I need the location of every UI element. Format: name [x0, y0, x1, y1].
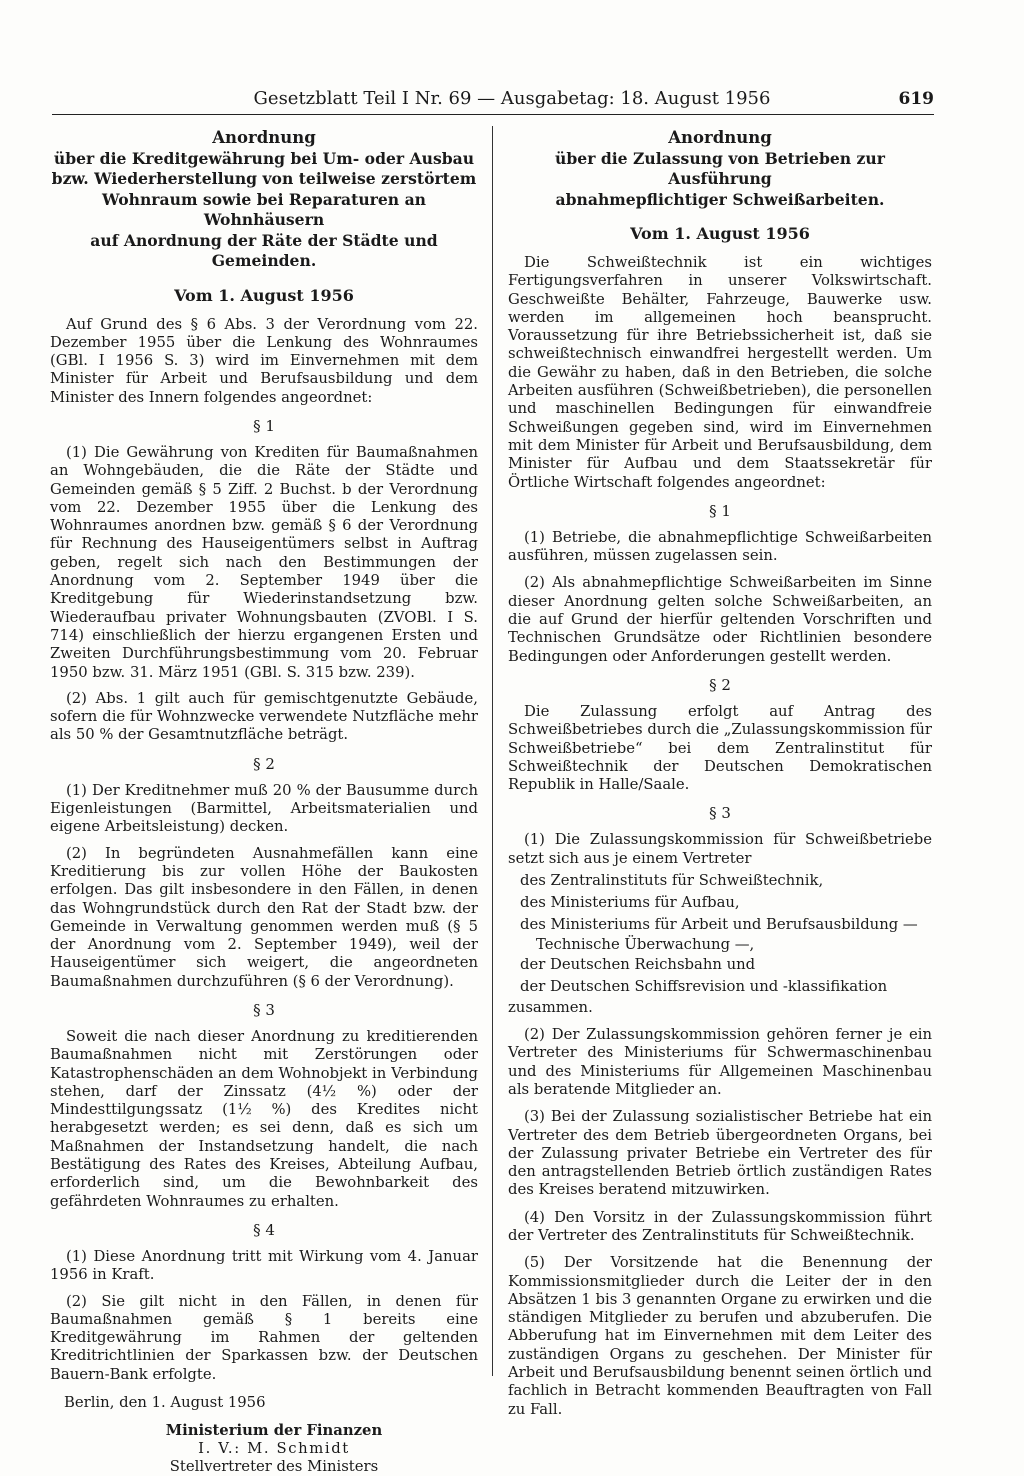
- left-paragraph: (1) Die Gewährung von Krediten für Baumaßnahmen an Wohngebäuden, die die Räte der Städte und Gemeinden gemäß § 5 Ziff. 2 Buchst. b der Verordnung vom 22. Dezember 1955 über die Lenkung des Wohnraumes anordnen bzw. gemäß § 6 der Verordnung für Rechnung des Hauseigentümers selbst in Auftrag geben, regelt sich nach den Bestimmungen der Anordnung vom 2. September 1949 über die Kreditgebung für Wiederinstandsetzung bzw. Wiederaufbau privater Wohnungsbauten (ZVOBl. I S. 714) einschließlich der hierzu ergangenen Ersten und Zweiten Durchführungsbestimmung vom 20. Februar 1950 bzw. 31. März 1951 (GBl. S. 315 bzw. 239).: [50, 443, 478, 681]
- right-section-heading: § 1: [709, 501, 731, 520]
- left-section-heading: § 3: [253, 1001, 275, 1019]
- list-item: des Zentralinstituts für Schweißtechnik,: [520, 872, 824, 890]
- right-column: [508, 128, 932, 1428]
- right-title-line: Anordnung: [668, 128, 772, 147]
- left-title-line: auf Anordnung der Räte der Städte und Gemeinden.: [90, 230, 438, 270]
- left-column: [50, 128, 478, 1476]
- right-title: [508, 128, 932, 210]
- list-item: des Ministeriums für Arbeit und Berufsausbildung —: [520, 916, 918, 934]
- left-preamble: Auf Grund des § 6 Abs. 3 der Verordnung vom 22. Dezember 1955 über die Lenkung des Wohnraumes (GBl. I 1956 S. 3) wird im Einvernehmen mit dem Minister für Arbeit und Berufsausbildung und dem Minister des Innern folgendes angeordnet:: [50, 315, 478, 406]
- right-paragraph: (1) Die Zulassungskommission für Schweißbetriebe setzt sich aus je einem Vertreter: [508, 831, 932, 867]
- column-divider: [492, 126, 493, 1376]
- left-paragraph: Soweit die nach dieser Anordnung zu kreditierenden Baumaßnahmen nicht mit Zerstörungen oder Katastrophenschäden an dem Wohnobjekt in Verbindung stehen, darf der Zinssatz (4½ %) oder der Mindesttilgungssatz (1½ %) des Kredites nicht herabgesetzt werden; es sei denn, daß es sich um Maßnahmen der Instandsetzung handelt, die nach Bestätigung des Rates des Kreises, Abteilung Aufbau, erforderlich sind, um die Bewohnbarkeit des gefährdeten Wohnraumes zu erhalten.: [50, 1028, 478, 1210]
- right-paragraph: Die Zulassung erfolgt auf Antrag des Schweißbetriebes durch die „Zulassungskommission für Schweißbetriebe“ bei dem Zentralinstitut für Schweißtechnik der Deutschen Demokratischen Republik in Halle/Saale.: [508, 702, 932, 794]
- right-paragraph: (1) Betriebe, die abnahmepflichtige Schweißarbeiten ausführen, müssen zugelassen sein.: [508, 528, 932, 565]
- page-number: 619: [898, 89, 934, 109]
- left-title-line: über die Kreditgewährung bei Um- oder Ausbau: [53, 148, 475, 168]
- left-paragraph: (1) Diese Anordnung tritt mit Wirkung vom 4. Januar 1956 in Kraft.: [50, 1247, 478, 1284]
- right-title-line: über die Zulassung von Betrieben zur Ausführung: [555, 148, 885, 188]
- right-section-heading: § 3: [709, 804, 731, 823]
- left-title-line: Anordnung: [212, 128, 316, 147]
- list-item: der Deutschen Reichsbahn und: [520, 956, 756, 974]
- list-tail: zusammen.: [508, 999, 593, 1017]
- signature-name: I. V.: M. Schmidt: [198, 1440, 350, 1458]
- right-section-heading: § 2: [709, 675, 731, 694]
- left-paragraph: (2) In begründeten Ausnahmefällen kann eine Kreditierung bis zur vollen Höhe der Baukosten erfolgen. Das gilt insbesondere in den Fällen, in denen das Wohngrundstück durch den Rat der Stadt bzw. der Gemeinde in Verwaltung genommen werden muß (§ 5 der Anordnung vom 2. September 1949), weil der Hauseigentümer sich weigert, die angeordneten Baumaßnahmen durchzuführen (§ 6 der Verordnung).: [50, 844, 478, 990]
- left-paragraph: (1) Der Kreditnehmer muß 20 % der Bausumme durch Eigenleistungen (Barmittel, Arbeitsmaterialien und eigene Arbeitsleistung) decken.: [50, 781, 478, 836]
- left-title-line: bzw. Wiederherstellung von teilweise zerstörtem: [51, 169, 477, 188]
- left-section-heading: § 1: [253, 416, 275, 435]
- left-date: Vom 1. August 1956: [174, 285, 354, 305]
- right-preamble: Die Schweißtechnik ist ein wichtiges Fertigungsverfahren in unserer Volkswirtschaft. Geschweißte Behälter, Fahrzeuge, Bauwerke usw. werden im allgemeinen hoch beansprucht. Voraussetzung für ihre Betriebssicherheit ist, daß sie schweißtechnisch einwandfrei hergestellt werden. Um die Gewähr zu haben, daß in den Betrieben, die solche Arbeiten ausführen (Schweißbetrieben), die personellen und maschinellen Bedingungen für einwandfreie Schweißungen gegeben sind, wird im Einvernehmen mit dem Minister für Arbeit und Berufsausbildung, dem Minister für Aufbau und dem Staatssekretär für Örtliche Wirtschaft folgendes angeordnet:: [508, 254, 932, 491]
- list-item: des Ministeriums für Aufbau,: [520, 894, 740, 912]
- running-title: Gesetzblatt Teil I Nr. 69 — Ausgabetag: 18. August 1956: [253, 88, 771, 109]
- right-paragraph: (2) Der Zulassungskommission gehören ferner je ein Vertreter des Ministeriums für Schwermaschinenbau und des Ministeriums für Allgemeinen Maschinenbau als beratende Mitglieder an.: [508, 1026, 932, 1098]
- right-paragraph: (5) Der Vorsitzende hat die Benennung der Kommissionsmitglieder durch die Leiter der in den Absätzen 1 bis 3 genannten Organe zu erwirken und die ständigen Mitglieder zu berufen und abzuberufen. Die Abberufung hat im Einvernehmen mit dem Leiter des zuständigen Organs zu geschehen. Der Minister für Arbeit und Berufsausbildung benennt seinen örtlich und fachlich in Betracht kommenden Beauftragten von Fall zu Fall.: [508, 1254, 932, 1418]
- commission-member-list: [508, 870, 932, 998]
- left-paragraph: (2) Sie gilt nicht in den Fällen, in denen für Baumaßnahmen gemäß § 1 bereits eine Kreditgewährung im Rahmen der geltenden Kreditrichtlinien der Sparkassen bzw. der Deutschen Bauern-Bank erfolgte.: [50, 1292, 478, 1383]
- running-header: [52, 84, 934, 115]
- right-paragraph: (2) Als abnahmepflichtige Schweißarbeiten im Sinne dieser Anordnung gelten solche Schweißarbeiten, an die auf Grund der hierfür geltenden Vorschriften und Technischen Grundsätze oder Richtlinien besondere Bedingungen oder Anforderungen gestellt werden.: [508, 574, 932, 665]
- left-title: [50, 128, 478, 272]
- place-date: Berlin, den 1. August 1956: [64, 1394, 266, 1412]
- left-title-line: Wohnraum sowie bei Reparaturen an Wohnhäusern: [101, 189, 427, 229]
- right-date: Vom 1. August 1956: [630, 224, 810, 243]
- left-section-heading: § 4: [253, 1220, 275, 1239]
- right-paragraph: (3) Bei der Zulassung sozialistischer Betriebe hat ein Vertreter des dem Betrieb übergeordneten Organs, bei der Zulassung privater Betriebe ein Vertreter des für den antragstellenden Betrieb örtlich zuständigen Rates des Kreises beratend mitzuwirken.: [508, 1108, 932, 1199]
- left-section-heading: § 2: [253, 754, 275, 773]
- list-item: der Deutschen Schiffsrevision und -klassifikation: [520, 978, 888, 996]
- right-title-line: abnahmepflichtiger Schweißarbeiten.: [555, 189, 885, 209]
- signature-ministry: Ministerium der Finanzen: [165, 1422, 383, 1440]
- signature-role: Stellvertreter des Ministers: [169, 1458, 379, 1476]
- left-paragraph: (2) Abs. 1 gilt auch für gemischtgenutzte Gebäude, sofern die für Wohnzwecke verwendete Nutzfläche mehr als 50 % der Gesamtnutzfläche beträgt.: [50, 689, 478, 744]
- right-paragraph: (4) Den Vorsitz in der Zulassungskommission führt der Vertreter des Zentralinstituts für Schweißtechnik.: [508, 1208, 932, 1244]
- list-item: Technische Überwachung —,: [536, 936, 755, 954]
